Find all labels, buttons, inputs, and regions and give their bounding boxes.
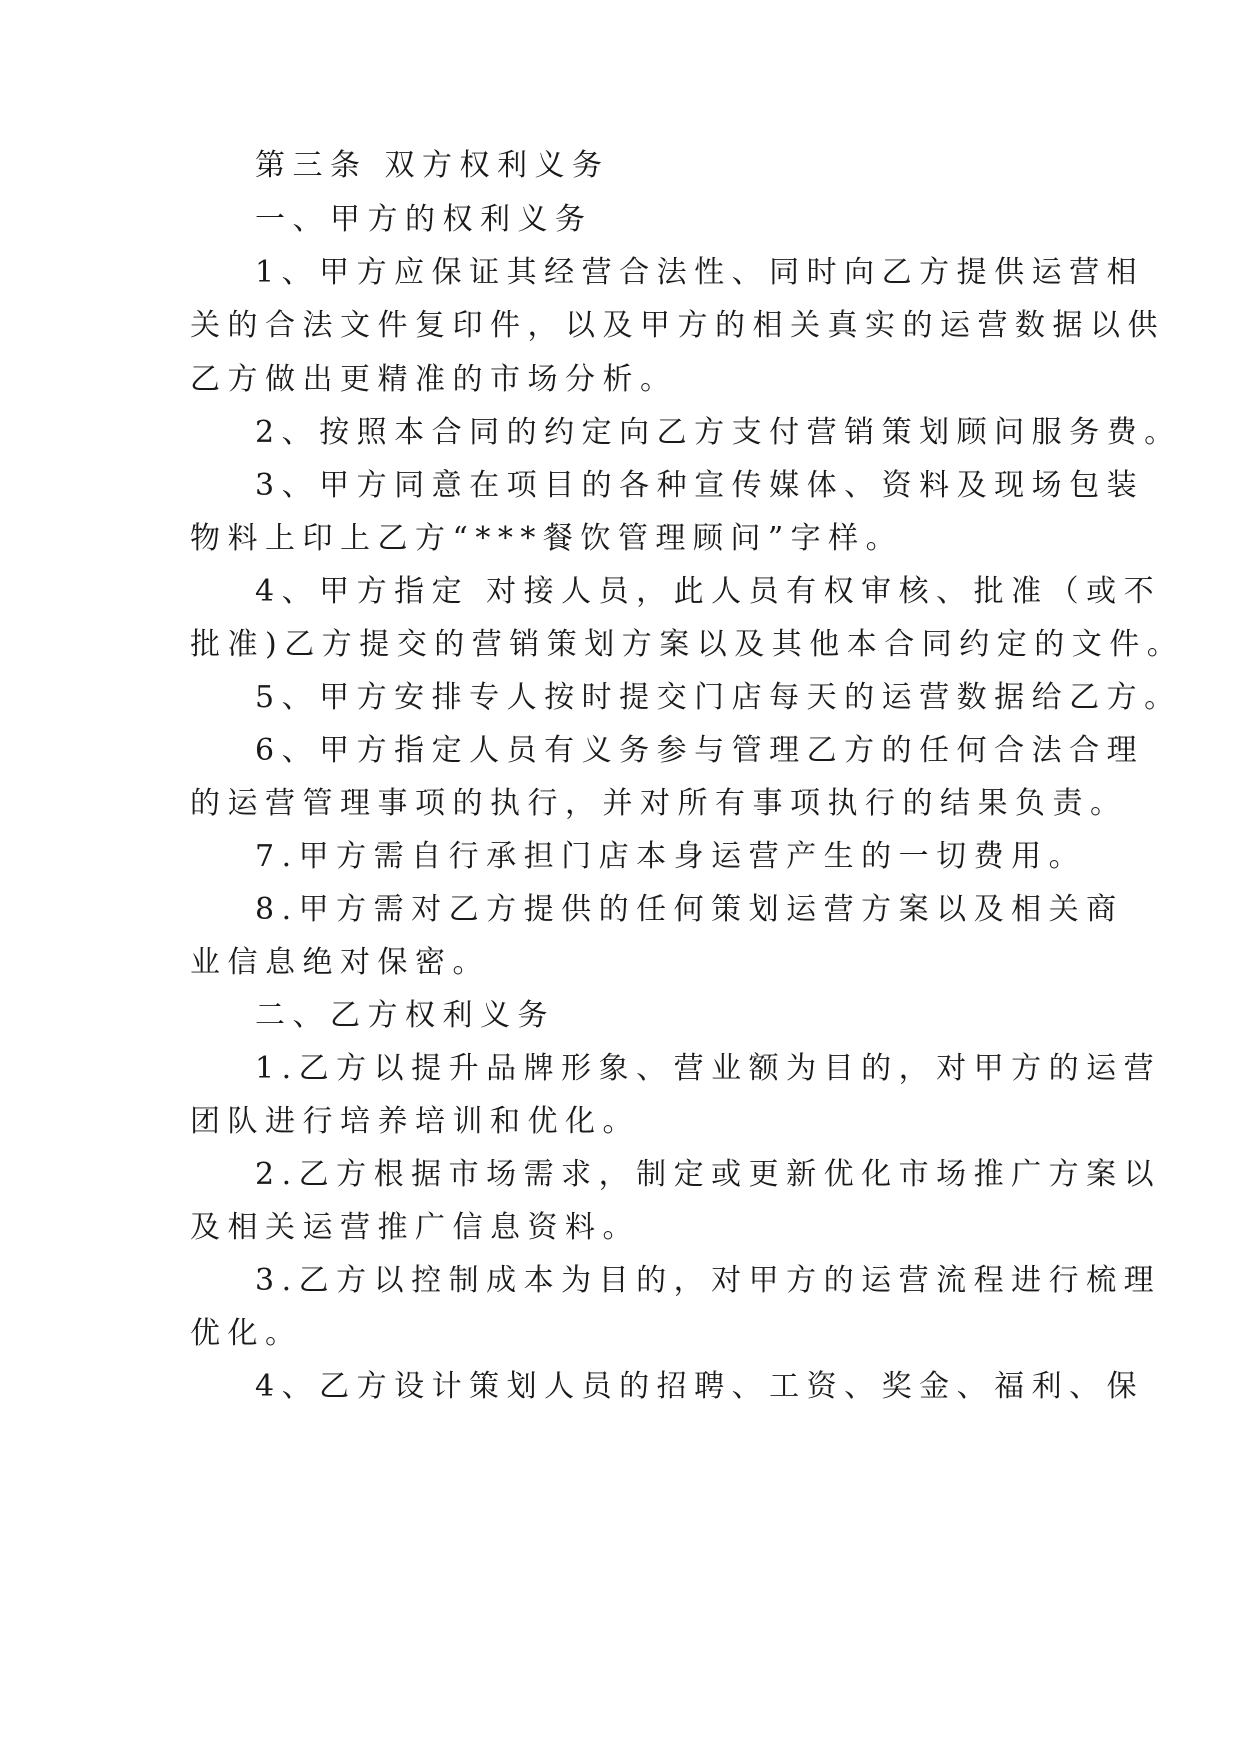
party-a-item-8-line-1: 8.甲方需对乙方提供的任何策划运营方案以及相关商 [255,892,1124,927]
article-heading: 第三条 双方权利义务 [255,148,610,183]
party-a-item-2-line-1: 2、按照本合同的约定向乙方支付营销策划顾问服务费。 [255,415,1182,450]
party-a-item-1-line-3: 乙方做出更精准的市场分析。 [190,362,678,397]
party-b-item-2-line-1: 2.乙方根据市场需求，制定或更新优化市场推广方案以 [255,1157,1162,1192]
party-b-item-1-line-1: 1.乙方以提升品牌形象、营业额为目的，对甲方的运营 [255,1051,1162,1086]
party-a-item-4-line-2: 批准)乙方提交的营销策划方案以及其他本合同约定的文件。 [190,627,1185,662]
party-a-item-5-line-1: 5、甲方安排专人按时提交门店每天的运营数据给乙方。 [255,680,1182,715]
party-a-item-6-line-1: 6、甲方指定人员有义务参与管理乙方的任何合法合理 [255,733,1145,768]
party-a-item-8-line-2: 业信息绝对保密。 [190,945,490,980]
party-b-item-3-line-2: 优化。 [190,1316,303,1351]
party-a-item-3-line-1: 3、甲方同意在项目的各种宣传媒体、资料及现场包装 [255,468,1145,503]
party-a-item-4-line-1: 4、甲方指定 对接人员，此人员有权审核、批准（或不 [255,574,1162,609]
party-b-item-3-line-1: 3.乙方以控制成本为目的，对甲方的运营流程进行梳理 [255,1263,1162,1298]
party-a-item-1-line-2: 关的合法文件复印件，以及甲方的相关真实的运营数据以供 [190,308,1165,343]
party-b-item-4-line-1: 4、乙方设计策划人员的招聘、工资、奖金、福利、保 [255,1369,1145,1404]
party-a-item-6-line-2: 的运营管理事项的执行，并对所有事项执行的结果负责。 [190,786,1128,821]
party-b-section-title: 二、乙方权利义务 [255,998,555,1033]
party-a-section-title: 一、甲方的权利义务 [255,202,593,237]
party-a-item-3-line-2: 物料上印上乙方“***餐饮管理顾问”字样。 [190,521,904,556]
party-a-item-1-line-1: 1、甲方应保证其经营合法性、同时向乙方提供运营相 [255,255,1145,290]
party-b-item-2-line-2: 及相关运营推广信息资料。 [190,1210,640,1245]
party-b-item-1-line-2: 团队进行培养培训和优化。 [190,1104,640,1139]
party-a-item-7-line-1: 7.甲方需自行承担门店本身运营产生的一切费用。 [255,839,1087,874]
